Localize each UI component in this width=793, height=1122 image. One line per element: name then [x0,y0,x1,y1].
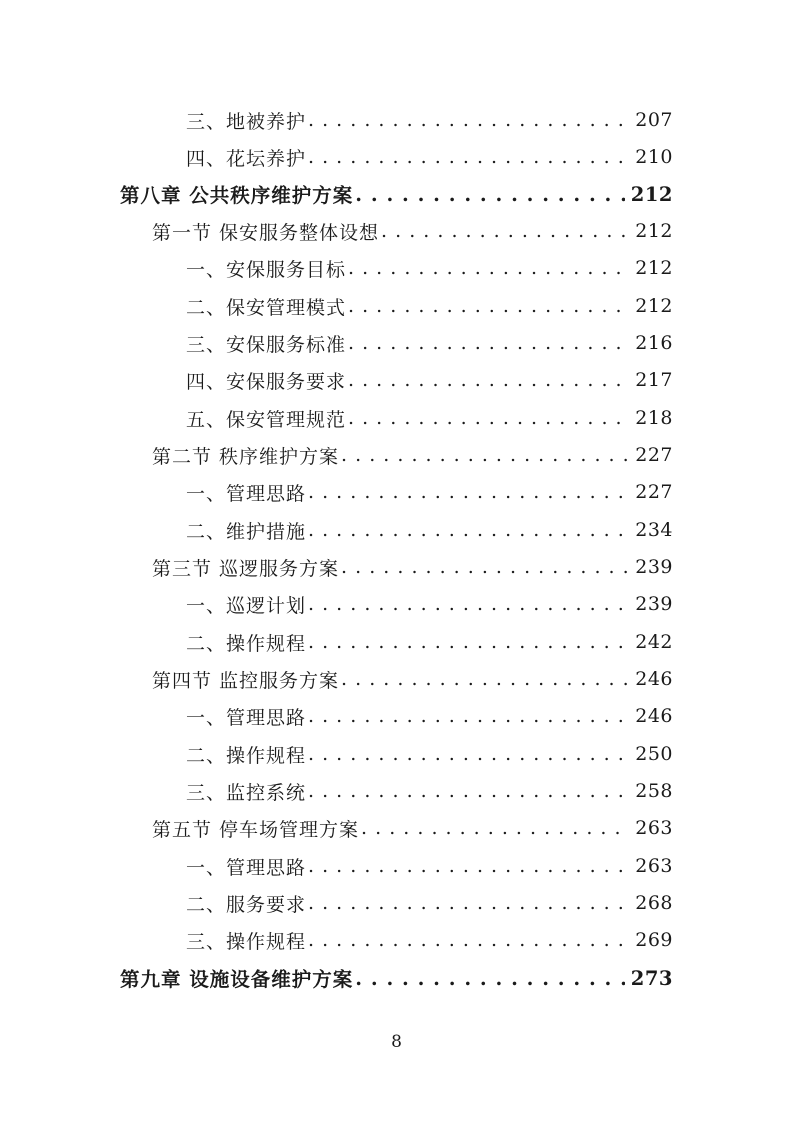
toc-entry[interactable] [186,698,673,734]
dot-leader [306,631,629,653]
toc-entry-page: 218 [635,407,673,429]
dot-leader [306,705,629,727]
toc-entry-title: 二、操作规程 [186,632,307,655]
dot-leader [306,892,629,914]
toc-entry-page: 212 [630,182,673,206]
toc-entry[interactable] [186,362,673,398]
toc-entry-title: 四、花坛养护 [186,147,307,170]
toc-chapter-entry[interactable] [120,176,673,212]
toc-entry-page: 242 [635,631,673,653]
toc-entry-title: 第一节 保安服务整体设想 [152,221,380,244]
toc-entry-page: 210 [635,146,673,168]
dot-leader [306,481,629,503]
dot-leader [339,668,629,690]
dot-leader [339,556,629,578]
toc-entry[interactable] [186,325,673,361]
toc-entry[interactable] [186,512,673,548]
toc-entry-page: 239 [635,593,673,615]
toc-section-entry[interactable] [152,437,673,473]
toc-entry-page: 227 [635,481,673,503]
dot-leader [346,369,629,391]
toc-section-entry[interactable] [152,661,673,697]
toc-entry-title: 二、服务要求 [186,893,307,916]
dot-leader [306,929,629,951]
toc-entry-title: 一、管理思路 [186,856,307,879]
toc-entry-page: 212 [635,295,673,317]
toc-entry-page: 212 [635,257,673,279]
toc-entry-title: 三、监控系统 [186,781,307,804]
dot-leader [379,220,629,242]
dot-leader [339,444,629,466]
dot-leader [346,332,629,354]
toc-entry[interactable] [186,586,673,622]
toc-entry[interactable] [186,474,673,510]
toc-entry[interactable] [186,736,673,772]
toc-entry[interactable] [186,400,673,436]
toc-entry[interactable] [186,922,673,958]
dot-leader [306,519,629,541]
toc-entry-title: 三、安保服务标准 [186,333,347,356]
toc-entry-page: 273 [630,966,673,990]
toc-entry-title: 四、安保服务要求 [186,370,347,393]
toc-entry-page: 263 [635,855,673,877]
toc-entry[interactable] [186,624,673,660]
toc-entry-title: 二、操作规程 [186,744,307,767]
dot-leader [306,743,629,765]
toc-section-entry[interactable] [152,549,673,585]
toc-chapter-entry[interactable] [120,960,673,996]
toc-entry-page: 258 [635,780,673,802]
toc-entry-page: 227 [635,444,673,466]
toc-entry-title: 第九章 设施设备维护方案 [120,968,354,991]
dot-leader [306,593,629,615]
toc-entry-title: 三、地被养护 [186,110,307,133]
toc-section-entry[interactable] [152,810,673,846]
toc-entry-page: 207 [635,109,673,131]
toc-entry-page: 269 [635,929,673,951]
toc-section-entry[interactable] [152,213,673,249]
toc-entry-page: 212 [635,220,673,242]
toc-entry-page: 246 [635,705,673,727]
toc-entry-page: 263 [635,817,673,839]
toc-entry-title: 一、管理思路 [186,706,307,729]
toc-entry-title: 第八章 公共秩序维护方案 [120,184,354,207]
dot-leader [306,146,629,168]
toc-entry-title: 二、保安管理模式 [186,296,347,319]
toc-entry-title: 一、巡逻计划 [186,594,307,617]
toc-entry-title: 三、操作规程 [186,930,307,953]
dot-leader [346,407,629,429]
toc-entry-page: 216 [635,332,673,354]
toc-entry[interactable] [186,885,673,921]
toc-entry[interactable] [186,288,673,324]
toc-entry-page: 246 [635,668,673,690]
toc-entry[interactable] [186,773,673,809]
dot-leader [353,183,624,206]
toc-entry-title: 五、保安管理规范 [186,408,347,431]
toc-entry-title: 第五节 停车场管理方案 [152,818,360,841]
toc-entry-title: 二、维护措施 [186,520,307,543]
toc-entry-page: 239 [635,556,673,578]
toc-entry-page: 217 [635,369,673,391]
toc-entry-page: 250 [635,743,673,765]
page-number: 8 [391,1032,402,1052]
toc-entry-title: 一、安保服务目标 [186,258,347,281]
toc-entry[interactable] [186,139,673,175]
dot-leader [306,109,629,131]
dot-leader [346,295,629,317]
toc-entry-page: 268 [635,892,673,914]
dot-leader [359,817,629,839]
toc-entry[interactable] [186,102,673,138]
toc-entry[interactable] [186,848,673,884]
dot-leader [306,855,629,877]
toc-entry[interactable] [186,250,673,286]
toc-entry-title: 第四节 监控服务方案 [152,669,340,692]
toc-entry-page: 234 [635,519,673,541]
dot-leader [353,967,624,990]
dot-leader [306,780,629,802]
dot-leader [346,257,629,279]
toc-entry-title: 第二节 秩序维护方案 [152,445,340,468]
toc-entry-title: 一、管理思路 [186,482,307,505]
toc-entry-title: 第三节 巡逻服务方案 [152,557,340,580]
